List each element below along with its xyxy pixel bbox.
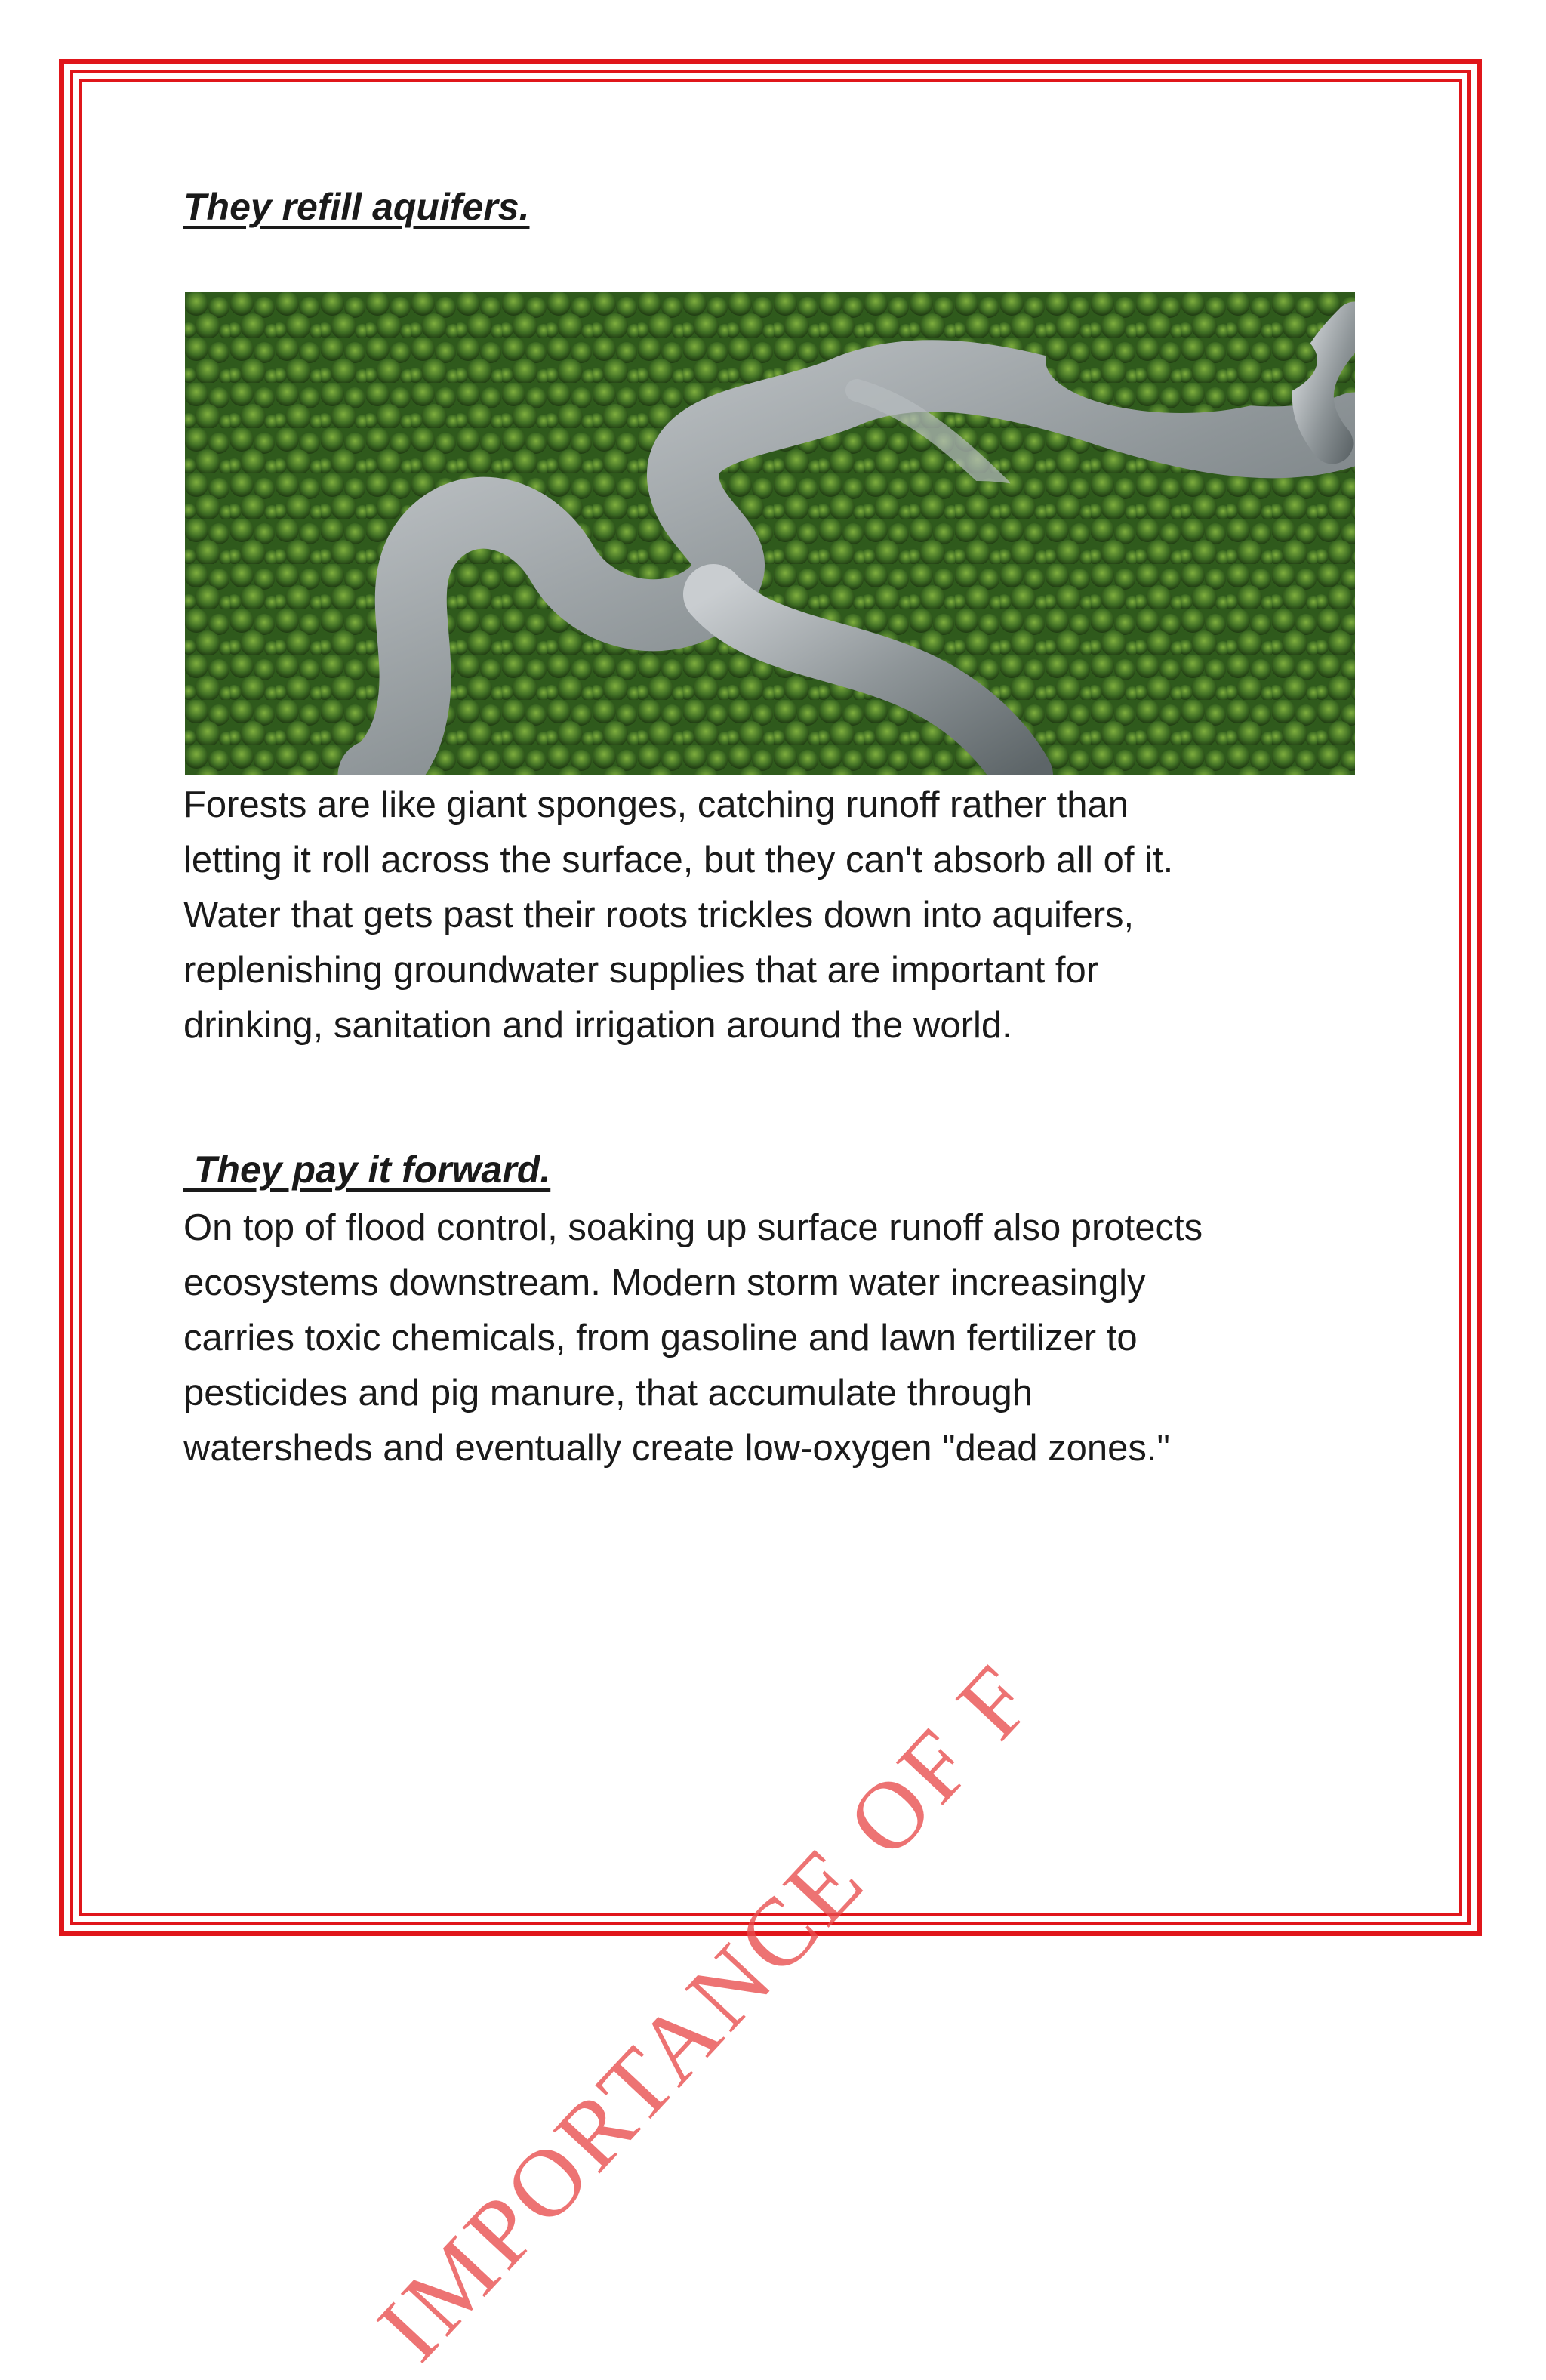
paragraph-line: letting it roll across the surface, but they can't absorb all of it. <box>183 840 1174 880</box>
paragraph-line: On top of flood control, soaking up surface runoff also protects <box>183 1207 1203 1248</box>
section-heading-aquifers: They refill aquifers. <box>183 186 530 228</box>
aquifers-paragraph <box>183 778 1173 1053</box>
paragraph-line: Forests are like giant sponges, catching runoff rather than <box>183 785 1129 825</box>
paragraph-line: watersheds and eventually create low-oxygen "dead zones." <box>183 1428 1170 1469</box>
paragraph-line: carries toxic chemicals, from gasoline and lawn fertilizer to <box>183 1318 1138 1358</box>
paragraph-line: pesticides and pig manure, that accumulate through <box>183 1373 1033 1414</box>
paragraph-line: ecosystems downstream. Modern storm water increasingly <box>183 1262 1146 1303</box>
river-forest-illustration <box>185 292 1355 775</box>
paragraph-line: replenishing groundwater supplies that are important for <box>183 950 1099 991</box>
pay-it-forward-paragraph <box>183 1201 1203 1476</box>
section-heading-pay-it-forward: They pay it forward. <box>183 1148 551 1191</box>
paragraph-line: drinking, sanitation and irrigation around the world. <box>183 1005 1012 1046</box>
river-forest-photo <box>185 292 1355 775</box>
paragraph-line: Water that gets past their roots trickles down into aquifers, <box>183 895 1135 936</box>
watermark-text: IMPORTANCE OF F <box>357 1642 1055 2380</box>
